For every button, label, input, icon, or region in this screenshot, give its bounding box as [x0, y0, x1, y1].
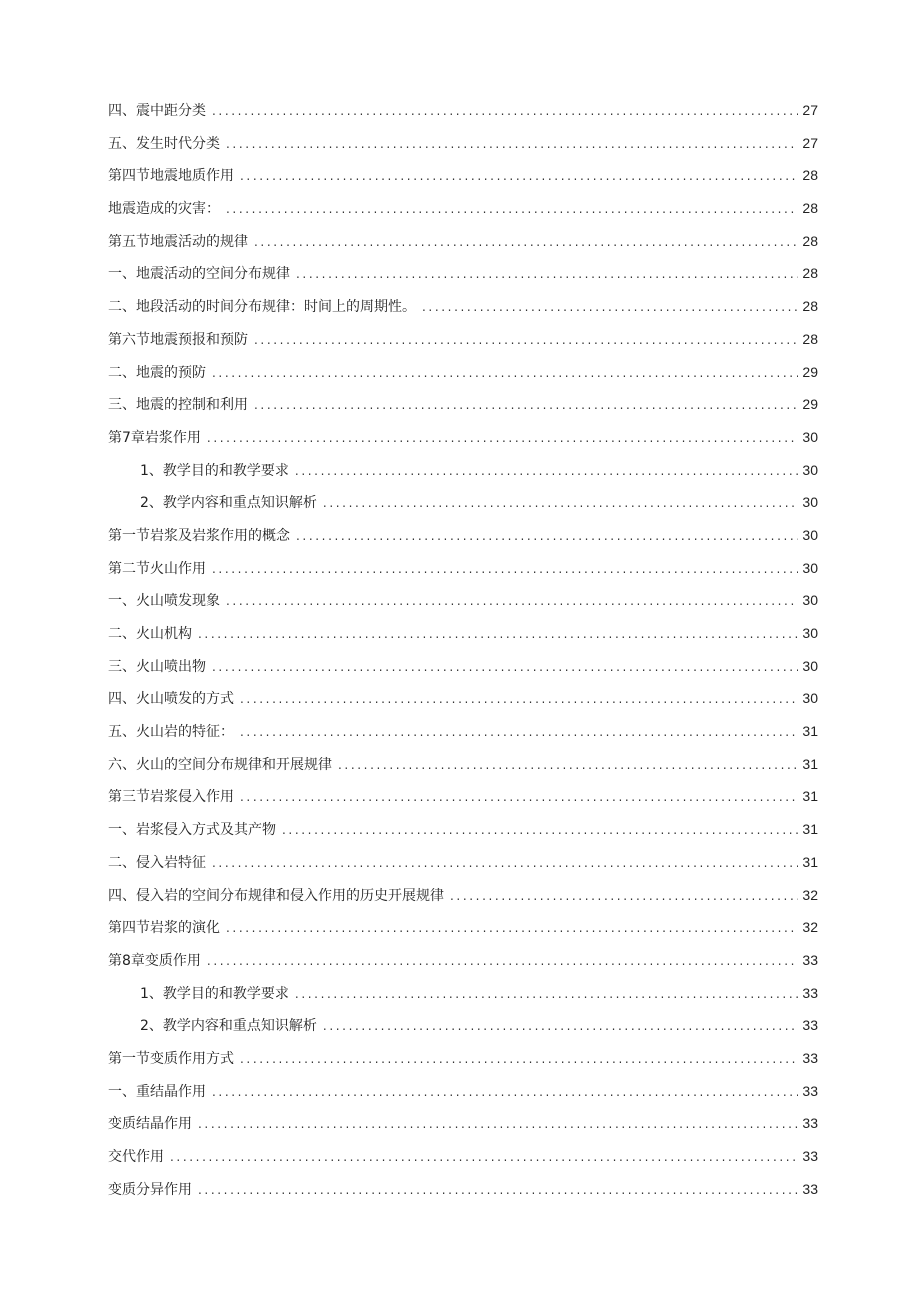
toc-entry-title: 第二节火山作用	[108, 560, 206, 577]
toc-leader-dots	[240, 683, 798, 716]
toc-page-number: 30	[802, 592, 818, 609]
toc-page-number: 28	[802, 232, 818, 249]
toc-entry-title: 五、火山岩的特征：	[108, 724, 234, 741]
toc-entry-title: 2、教学内容和重点知识解析	[140, 495, 317, 512]
toc-page-number: 28	[802, 200, 818, 217]
toc-page-number: 30	[802, 428, 818, 445]
toc-page-number: 30	[802, 657, 818, 674]
toc-page-number: 30	[802, 625, 818, 641]
toc-leader-dots	[226, 585, 798, 618]
toc-entry-title: 四、火山喷发的方式	[108, 691, 234, 708]
toc-entry-title: 第六节地震预报和预防	[108, 331, 248, 348]
toc-entry[interactable]	[108, 127, 818, 160]
toc-entry-title: 第一节岩浆及岩浆作用的概念	[108, 527, 290, 544]
toc-leader-dots	[198, 1108, 798, 1141]
toc-page-number: 29	[802, 363, 818, 380]
toc-entry-title: 二、火山机构	[108, 626, 192, 642]
toc-page-number: 30	[802, 690, 818, 707]
toc-entry[interactable]	[108, 584, 818, 617]
toc-entry-title: 第五节地震活动的规律	[108, 233, 248, 250]
toc-entry-title: 一、重结晶作用	[108, 1083, 206, 1100]
toc-entry[interactable]	[108, 486, 818, 519]
toc-entry-title: 变质分异作用	[108, 1181, 192, 1198]
toc-entry-title: 1、教学目的和教学要求	[140, 462, 289, 479]
toc-page-number: 31	[802, 723, 818, 740]
toc-entry[interactable]	[108, 94, 818, 127]
toc-entry-title: 第7章岩浆作用	[108, 429, 201, 446]
toc-entry-title: 一、岩浆侵入方式及其产物	[108, 822, 276, 839]
toc-page-number: 28	[802, 265, 818, 282]
toc-leader-dots	[422, 291, 798, 324]
toc-entry[interactable]	[108, 1009, 818, 1042]
toc-page-number: 33	[802, 1180, 818, 1197]
toc-entry-title: 地震造成的灾害：	[108, 201, 220, 218]
toc-entry[interactable]	[108, 257, 818, 290]
toc-leader-dots	[198, 618, 798, 651]
toc-page-number: 27	[802, 102, 818, 118]
toc-entry[interactable]	[108, 1075, 818, 1108]
toc-page-number: 28	[802, 167, 818, 184]
toc-entry[interactable]	[108, 323, 818, 356]
toc-leader-dots	[296, 520, 798, 553]
toc-entry-title: 交代作用	[108, 1149, 164, 1165]
toc-entry[interactable]	[108, 1173, 818, 1206]
toc-entry-title: 四、侵入岩的空间分布规律和侵入作用的历史开展规律	[108, 887, 444, 904]
toc-entry-title: 二、地段活动的时间分布规律：时间上的周期性。	[108, 299, 416, 316]
toc-entry-title: 一、地震活动的空间分布规律	[108, 266, 290, 283]
toc-entry-title: 三、火山喷出物	[108, 658, 206, 675]
toc-leader-dots	[282, 814, 798, 847]
toc-entry-title: 2、教学内容和重点知识解析	[140, 1018, 317, 1035]
toc-entry-title: 五、发生时代分类	[108, 135, 220, 152]
toc-page-number: 30	[802, 461, 818, 478]
toc-entry[interactable]	[108, 846, 818, 879]
toc-page-number: 33	[802, 984, 818, 1001]
toc-leader-dots	[323, 487, 799, 520]
toc-page-number: 32	[802, 919, 818, 936]
toc-entry-title: 第一节变质作用方式	[108, 1050, 234, 1067]
toc-entry-title: 一、火山喷发现象	[108, 593, 220, 610]
toc-page-number: 31	[802, 755, 818, 772]
toc-entry-title: 三、地震的控制和利用	[108, 397, 248, 414]
toc-leader-dots	[226, 193, 798, 226]
toc-entry-title: 1、教学目的和教学要求	[140, 985, 289, 1002]
toc-leader-dots	[212, 847, 798, 880]
toc-entry-title: 二、地震的预防	[108, 364, 206, 381]
toc-leader-dots	[240, 716, 798, 749]
toc-entry[interactable]	[108, 1107, 818, 1140]
toc-entry[interactable]	[108, 225, 818, 258]
toc-leader-dots	[254, 389, 798, 422]
toc-page-number: 28	[802, 298, 818, 315]
toc-entry[interactable]	[108, 780, 818, 813]
toc-entry[interactable]	[108, 977, 818, 1010]
toc-leader-dots	[207, 945, 799, 978]
toc-leader-dots	[170, 1141, 798, 1174]
toc-entry[interactable]	[108, 421, 818, 454]
toc-leader-dots	[212, 651, 798, 684]
toc-leader-dots	[212, 553, 798, 586]
toc-leader-dots	[207, 422, 799, 455]
toc-page-number: 33	[802, 1148, 818, 1164]
toc-entry[interactable]	[108, 1140, 818, 1173]
toc-leader-dots	[212, 1076, 798, 1109]
toc-leader-dots	[212, 95, 798, 128]
toc-page-number: 30	[802, 526, 818, 543]
toc-entry[interactable]	[108, 715, 818, 748]
toc-page-number: 28	[802, 330, 818, 347]
toc-entry[interactable]	[108, 192, 818, 225]
toc-leader-dots	[240, 1043, 798, 1076]
toc-page-number: 30	[802, 494, 818, 511]
toc-leader-dots	[226, 128, 798, 161]
toc-entry-title: 第三节岩浆侵入作用	[108, 789, 234, 806]
toc-leader-dots	[254, 324, 798, 357]
toc-entry[interactable]	[108, 879, 818, 912]
toc-leader-dots	[212, 357, 798, 390]
toc-entry[interactable]	[108, 1042, 818, 1075]
toc-entry[interactable]	[108, 748, 818, 781]
toc-leader-dots	[338, 749, 798, 782]
toc-leader-dots	[240, 160, 798, 193]
toc-leader-dots	[295, 978, 799, 1011]
toc-entry-title: 变质结晶作用	[108, 1116, 192, 1133]
toc-page-number: 30	[802, 559, 818, 576]
toc-entry-title: 六、火山的空间分布规律和开展规律	[108, 756, 332, 773]
toc-entry-title: 二、侵入岩特征	[108, 854, 206, 871]
toc-entry[interactable]	[108, 944, 818, 977]
toc-entry[interactable]	[108, 813, 818, 846]
toc-page-number: 33	[802, 1115, 818, 1132]
toc-leader-dots	[295, 455, 799, 488]
toc-entry-title: 第8章变质作用	[108, 952, 201, 969]
toc-leader-dots	[254, 226, 798, 259]
toc-page-number: 31	[802, 821, 818, 838]
toc-leader-dots	[198, 1174, 798, 1207]
toc-entry-title: 第四节岩浆的演化	[108, 920, 220, 937]
table-of-contents	[108, 94, 818, 1205]
toc-leader-dots	[450, 880, 798, 913]
toc-leader-dots	[296, 258, 798, 291]
toc-entry[interactable]	[108, 519, 818, 552]
toc-entry[interactable]	[108, 617, 818, 650]
toc-page-number: 31	[802, 853, 818, 870]
toc-entry-title: 第四节地震地质作用	[108, 168, 234, 185]
toc-page-number: 31	[802, 788, 818, 805]
toc-entry[interactable]	[108, 290, 818, 323]
toc-page-number: 33	[802, 951, 818, 968]
toc-entry[interactable]	[108, 159, 818, 192]
toc-entry[interactable]	[108, 650, 818, 683]
toc-entry[interactable]	[108, 682, 818, 715]
toc-leader-dots	[240, 781, 798, 814]
toc-page-number: 33	[802, 1082, 818, 1099]
toc-entry-title: 四、震中距分类	[108, 103, 206, 119]
toc-page-number: 33	[802, 1049, 818, 1066]
toc-page-number: 32	[802, 886, 818, 903]
toc-page-number: 29	[802, 396, 818, 413]
toc-entry[interactable]	[108, 911, 818, 944]
toc-entry[interactable]	[108, 356, 818, 389]
toc-page-number: 27	[802, 134, 818, 151]
toc-page-number: 33	[802, 1017, 818, 1034]
toc-leader-dots	[323, 1010, 799, 1043]
toc-leader-dots	[226, 912, 798, 945]
toc-entry[interactable]	[108, 388, 818, 421]
toc-entry[interactable]	[108, 454, 818, 487]
toc-entry[interactable]	[108, 552, 818, 585]
